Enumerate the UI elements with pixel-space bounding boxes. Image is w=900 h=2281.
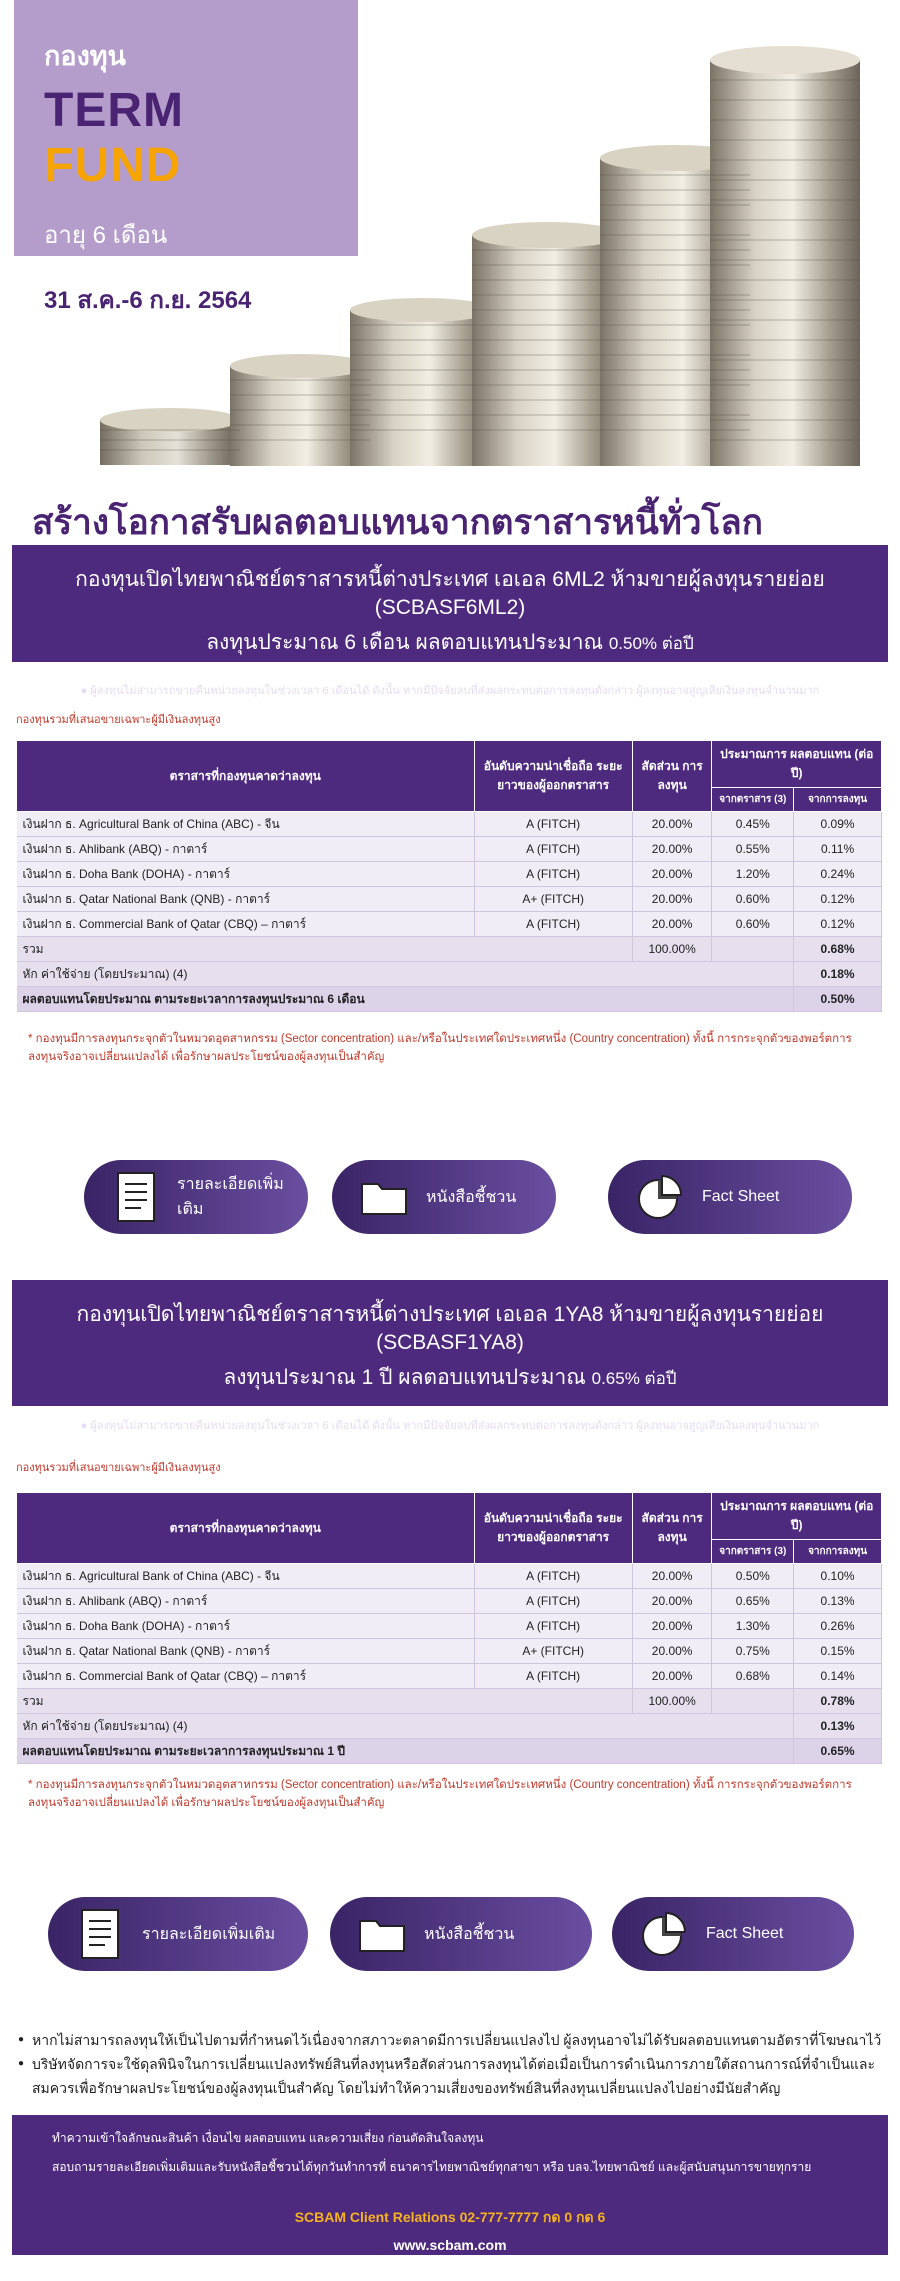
hero-kicker: กองทุน bbox=[44, 41, 127, 71]
col-rating: อันดับความน่าเชื่อถือ ระยะยาวของผู้ออกตราสาร bbox=[474, 741, 632, 812]
fund2-title: กองทุนเปิดไทยพาณิชย์ตราสารหนี้ต่างประเทศ เอเอล 1YA8 ห้ามขายผู้ลงทุนรายย่อย (SCBASF1YA8) bbox=[76, 1303, 824, 1354]
factsheet-button-label: Fact Sheet bbox=[702, 1188, 780, 1205]
pie-chart-icon bbox=[630, 1167, 690, 1227]
total-row bbox=[17, 987, 882, 1012]
hero-headline: สร้างโอกาสรับผลตอบแทนจากตราสารหนี้ทั่วโลก bbox=[32, 503, 763, 542]
cell-asset: เงินฝาก ธ. Agricultural Bank of China (ABC) - จีน bbox=[17, 812, 475, 837]
cell-ret-fund: 0.09% bbox=[794, 812, 882, 837]
cell-ret-fund: 0.13% bbox=[794, 1589, 882, 1614]
hero-age: อายุ 6 เดือน bbox=[44, 222, 168, 249]
folder-icon bbox=[354, 1167, 414, 1227]
cell-ret-inst: 1.30% bbox=[712, 1614, 794, 1639]
cell-ret-inst: 1.20% bbox=[712, 862, 794, 887]
footer-phone: SCBAM Client Relations 02-777-7777 กด 0 กด 6 bbox=[294, 2209, 606, 2225]
factsheet-button-label: Fact Sheet bbox=[706, 1925, 784, 1942]
fee-label: หัก ค่าใช้จ่าย (โดยประมาณ) (4) bbox=[17, 1714, 794, 1739]
fund2-subtitle-rate: 0.65% ต่อปี bbox=[591, 1369, 677, 1388]
cell-asset: เงินฝาก ธ. Commercial Bank of Qatar (CBQ) – กาตาร์ bbox=[17, 912, 475, 937]
hero-title-term: TERM bbox=[44, 84, 184, 137]
hero-title-box bbox=[14, 0, 358, 314]
factsheet-button[interactable] bbox=[612, 1897, 854, 1971]
cell-ret-inst: 0.60% bbox=[712, 887, 794, 912]
prospectus-button-label: หนังสือชี้ชวน bbox=[424, 1925, 515, 1943]
col-ret-instrument: จากตราสาร (3) bbox=[712, 1540, 794, 1564]
table-row bbox=[17, 1589, 882, 1614]
details-button-label: รายละเอียดเพิ่มเติม bbox=[142, 1925, 276, 1943]
fund2-portfolio-table bbox=[16, 1492, 882, 1764]
cell-weight: 20.00% bbox=[632, 837, 712, 862]
fund1-lock-note: ● ผู้ลงทุนไม่สามารถขายคืนหน่วยลงทุนในช่วงเวลา 6 เดือนได้ ดังนั้น หากมีปัจจัยลบที่ส่งผลกระทบต่อการลงทุนดังกล่าว ผู้ลงทุนอาจสูญเสียเงินลงทุนจำนวนมาก bbox=[80, 685, 820, 697]
total-label: ผลตอบแทนโดยประมาณ ตามระยะเวลาการลงทุนประมาณ 6 เดือน bbox=[17, 987, 794, 1012]
fund2-footnote: * กองทุนมีการลงทุนกระจุกตัวในหมวดอุตสาหกรรม (Sector concentration) และ/หรือในประเทศใดประเทศหนึ่ง (Country concentration) ทั้งนี้ การกระจุกตัวของพอร์ตการลงทุนจริงอาจเปลี่ยนแปลงได้ เพื่อรักษาผลประโยชน์ของผู้ลงทุนเป็นสำคัญ bbox=[28, 1779, 852, 1809]
footer bbox=[12, 2115, 888, 2255]
fund1-banner bbox=[12, 545, 888, 697]
table-row bbox=[17, 1639, 882, 1664]
cell-asset: เงินฝาก ธ. Ahlibank (ABQ) - กาตาร์ bbox=[17, 1589, 475, 1614]
sum-label: รวม bbox=[17, 1689, 633, 1714]
fund1-title: กองทุนเปิดไทยพาณิชย์ตราสารหนี้ต่างประเทศ เอเอล 6ML2 ห้ามขายผู้ลงทุนรายย่อย (SCBASF6ML2) bbox=[75, 568, 825, 619]
col-return-group: ประมาณการ ผลตอบแทน (ต่อปี) bbox=[712, 1493, 882, 1540]
footer-advice: ทำความเข้าใจลักษณะสินค้า เงื่อนไข ผลตอบแทน และความเสี่ยง ก่อนตัดสินใจลงทุน bbox=[52, 2131, 484, 2145]
fund1-footnote: * กองทุนมีการลงทุนกระจุกตัวในหมวดอุตสาหกรรม (Sector concentration) และ/หรือในประเทศใดประเทศหนึ่ง (Country concentration) ทั้งนี้ การกระจุกตัวของพอร์ตการลงทุนจริงอาจเปลี่ยนแปลงได้ เพื่อรักษาผลประโยชน์ของผู้ลงทุนเป็นสำคัญ bbox=[28, 1033, 852, 1063]
cell-ret-fund: 0.11% bbox=[794, 837, 882, 862]
fund1-offer-note: กองทุนรวมที่เสนอขายเฉพาะผู้มีเงินลงทุนสูง bbox=[16, 714, 221, 726]
folder-icon bbox=[352, 1904, 412, 1964]
cell-rating: A (FITCH) bbox=[474, 1564, 632, 1589]
details-button[interactable] bbox=[84, 1160, 308, 1234]
fund1-portfolio-table bbox=[16, 740, 882, 1012]
col-ret-fund: จากการลงทุน bbox=[794, 1540, 882, 1564]
cell-rating: A+ (FITCH) bbox=[474, 887, 632, 912]
cell-rating: A (FITCH) bbox=[474, 1614, 632, 1639]
cell-ret-fund: 0.10% bbox=[794, 1564, 882, 1589]
table-row bbox=[17, 887, 882, 912]
col-weight: สัดส่วน การลงทุน bbox=[632, 741, 712, 812]
disclaimer-item: ● หากไม่สามารถลงทุนให้เป็นไปตามที่กำหนดไว้เนื่องจากสภาวะตลาดมีการเปลี่ยนแปลงไป ผู้ลงทุนอาจไม่ได้รับผลตอบแทนตามอัตราที่โฆษณาไว้ bbox=[18, 2028, 888, 2052]
footer-website-link[interactable]: www.scbam.com bbox=[393, 2237, 507, 2253]
cell-asset: เงินฝาก ธ. Commercial Bank of Qatar (CBQ) – กาตาร์ bbox=[17, 1664, 475, 1689]
hero-title bbox=[44, 83, 328, 193]
disclaimer-item: ● บริษัทจัดการจะใช้ดุลพินิจในการเปลี่ยนแปลงทรัพย์สินที่ลงทุนหรือสัดส่วนการลงทุนได้ต่อเมื่อเป็นการดำเนินการภายใต้สถานการณ์ที่จำเป็นและสมควรเพื่อรักษาผลประโยชน์ของผู้ลงทุนเป็นสำคัญ โดยไม่ทำให้ความเสี่ยงของทรัพย์สินที่ลงทุนเปลี่ยนแปลงไปอย่างมีนัยสำคัญ bbox=[18, 2052, 888, 2100]
cell-ret-inst: 0.65% bbox=[712, 1589, 794, 1614]
hero-date: 31 ส.ค.-6 ก.ย. 2564 bbox=[44, 287, 252, 314]
sum-label: รวม bbox=[17, 937, 633, 962]
cell-ret-inst: 0.55% bbox=[712, 837, 794, 862]
total-row bbox=[17, 1739, 882, 1764]
cell-ret-inst: 0.68% bbox=[712, 1664, 794, 1689]
col-ret-instrument: จากตราสาร (3) bbox=[712, 788, 794, 812]
cell-ret-inst: 0.75% bbox=[712, 1639, 794, 1664]
fee-label: หัก ค่าใช้จ่าย (โดยประมาณ) (4) bbox=[17, 962, 794, 987]
cell-ret-inst: 0.60% bbox=[712, 912, 794, 937]
cell-ret-fund: 0.14% bbox=[794, 1664, 882, 1689]
document-icon bbox=[70, 1904, 130, 1964]
cell-ret-fund: 0.26% bbox=[794, 1614, 882, 1639]
cell-weight: 20.00% bbox=[632, 1589, 712, 1614]
cell-rating: A (FITCH) bbox=[474, 912, 632, 937]
cell-asset: เงินฝาก ธ. Qatar National Bank (QNB) - กาตาร์ bbox=[17, 887, 475, 912]
cell-weight: 20.00% bbox=[632, 862, 712, 887]
fund2-offer-note: กองทุนรวมที่เสนอขายเฉพาะผู้มีเงินลงทุนสูง bbox=[16, 1462, 221, 1474]
cell-asset: เงินฝาก ธ. Doha Bank (DOHA) - กาตาร์ bbox=[17, 862, 475, 887]
cell-rating: A (FITCH) bbox=[474, 1589, 632, 1614]
sum-row bbox=[17, 1689, 882, 1714]
cell-ret-fund: 0.12% bbox=[794, 887, 882, 912]
document-icon bbox=[106, 1167, 165, 1227]
col-asset: ตราสารที่กองทุนคาดว่าลงทุน bbox=[17, 741, 475, 812]
cell-rating: A (FITCH) bbox=[474, 812, 632, 837]
table-row bbox=[17, 1614, 882, 1639]
footer-contact-info: สอบถามรายละเอียดเพิ่มเติมและรับหนังสือชี้ชวนได้ทุกวันทำการที่ ธนาคารไทยพาณิชย์ทุกสาขา หรือ บลจ.ไทยพาณิชย์ และผู้สนับสนุนการขายทุกราย bbox=[52, 2160, 812, 2174]
cell-weight: 20.00% bbox=[632, 912, 712, 937]
cell-rating: A (FITCH) bbox=[474, 837, 632, 862]
table-row bbox=[17, 837, 882, 862]
total-value: 0.50% bbox=[794, 987, 882, 1012]
sum-weight: 100.00% bbox=[632, 1689, 712, 1714]
col-ret-fund: จากการลงทุน bbox=[794, 788, 882, 812]
sum-weight: 100.00% bbox=[632, 937, 712, 962]
col-asset: ตราสารที่กองทุนคาดว่าลงทุน bbox=[17, 1493, 475, 1564]
cell-weight: 20.00% bbox=[632, 887, 712, 912]
cell-asset: เงินฝาก ธ. Ahlibank (ABQ) - กาตาร์ bbox=[17, 837, 475, 862]
cell-weight: 20.00% bbox=[632, 1564, 712, 1589]
fund2-subtitle bbox=[12, 1361, 888, 1394]
fund2-subtitle-text: ลงทุนประมาณ 1 ปี ผลตอบแทนประมาณ bbox=[223, 1366, 586, 1389]
fee-value: 0.13% bbox=[794, 1714, 882, 1739]
cell-ret-fund: 0.15% bbox=[794, 1639, 882, 1664]
table-row bbox=[17, 912, 882, 937]
details-button[interactable] bbox=[48, 1897, 308, 1971]
total-value: 0.65% bbox=[794, 1739, 882, 1764]
fund1-subtitle bbox=[12, 626, 888, 659]
cell-ret-fund: 0.12% bbox=[794, 912, 882, 937]
details-button-label: รายละเอียดเพิ่มเติม bbox=[177, 1176, 284, 1218]
cell-ret-inst: 0.50% bbox=[712, 1564, 794, 1589]
fund1-subtitle-rate: 0.50% ต่อปี bbox=[608, 634, 694, 653]
fee-value: 0.18% bbox=[794, 962, 882, 987]
fund1-subtitle-text: ลงทุนประมาณ 6 เดือน ผลตอบแทนประมาณ bbox=[206, 631, 603, 654]
table-row bbox=[17, 812, 882, 837]
cell-rating: A (FITCH) bbox=[474, 862, 632, 887]
col-return-group: ประมาณการ ผลตอบแทน (ต่อปี) bbox=[712, 741, 882, 788]
factsheet-button[interactable] bbox=[608, 1160, 852, 1234]
sum-row bbox=[17, 937, 882, 962]
prospectus-button[interactable] bbox=[330, 1897, 592, 1971]
hero-section bbox=[0, 0, 900, 480]
sum-return: 0.68% bbox=[794, 937, 882, 962]
cell-ret-inst: 0.45% bbox=[712, 812, 794, 837]
table-row bbox=[17, 1564, 882, 1589]
fund2-lock-note: ● ผู้ลงทุนไม่สามารถขายคืนหน่วยลงทุนในช่วงเวลา 6 เดือนได้ ดังนั้น หากมีปัจจัยลบที่ส่งผลกระทบต่อการลงทุนดังกล่าว ผู้ลงทุนอาจสูญเสียเงินลงทุนจำนวนมาก bbox=[80, 1420, 820, 1432]
prospectus-button-label: หนังสือชี้ชวน bbox=[426, 1188, 517, 1206]
table-row bbox=[17, 862, 882, 887]
disclaimer-list bbox=[18, 2028, 888, 2100]
fund2-banner bbox=[12, 1280, 888, 1432]
table-row bbox=[17, 1664, 882, 1689]
col-weight: สัดส่วน การลงทุน bbox=[632, 1493, 712, 1564]
cell-weight: 20.00% bbox=[632, 1639, 712, 1664]
cell-weight: 20.00% bbox=[632, 1664, 712, 1689]
total-label: ผลตอบแทนโดยประมาณ ตามระยะเวลาการลงทุนประมาณ 1 ปี bbox=[17, 1739, 794, 1764]
cell-asset: เงินฝาก ธ. Qatar National Bank (QNB) - กาตาร์ bbox=[17, 1639, 475, 1664]
cell-rating: A (FITCH) bbox=[474, 1664, 632, 1689]
fee-row bbox=[17, 962, 882, 987]
cell-asset: เงินฝาก ธ. Doha Bank (DOHA) - กาตาร์ bbox=[17, 1614, 475, 1639]
cell-ret-fund: 0.24% bbox=[794, 862, 882, 887]
prospectus-button[interactable] bbox=[332, 1160, 556, 1234]
cell-rating: A+ (FITCH) bbox=[474, 1639, 632, 1664]
cell-weight: 20.00% bbox=[632, 1614, 712, 1639]
pie-chart-icon bbox=[634, 1904, 694, 1964]
cell-weight: 20.00% bbox=[632, 812, 712, 837]
fee-row bbox=[17, 1714, 882, 1739]
cell-asset: เงินฝาก ธ. Agricultural Bank of China (ABC) - จีน bbox=[17, 1564, 475, 1589]
col-rating: อันดับความน่าเชื่อถือ ระยะยาวของผู้ออกตราสาร bbox=[474, 1493, 632, 1564]
sum-return: 0.78% bbox=[794, 1689, 882, 1714]
hero-title-fund: FUND bbox=[44, 139, 182, 192]
